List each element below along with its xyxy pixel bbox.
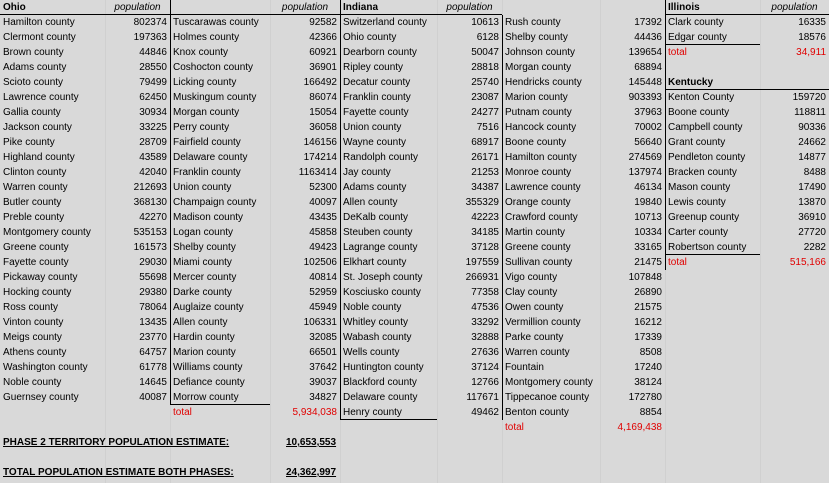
ohio-cell-name-greene-county[interactable]: Greene county: [3, 242, 69, 253]
indiana-cell-2-value-orange-county[interactable]: 19840: [634, 197, 662, 208]
indiana-cell-2-value-martin-county[interactable]: 10334: [634, 227, 662, 238]
indiana-cell-name-st-joseph-county[interactable]: St. Joseph county: [343, 272, 423, 283]
ohio-cell-name-pike-county[interactable]: Pike county: [3, 137, 55, 148]
ohio-cell-2-name-shelby-county[interactable]: Shelby county: [173, 242, 236, 253]
indiana-cell-2-name-hancock-county[interactable]: Hancock county: [505, 122, 577, 133]
indiana-total-label[interactable]: total: [505, 422, 524, 433]
indiana-cell-value-union-county[interactable]: 7516: [476, 122, 499, 133]
indiana-cell-name-ohio-county[interactable]: Ohio county: [343, 32, 397, 43]
ohio-cell-name-fayette-county[interactable]: Fayette county: [3, 257, 69, 268]
indiana-cell-name-ripley-county[interactable]: Ripley county: [343, 62, 404, 73]
illinois-total-border: [665, 44, 760, 45]
indiana-cell-value-decatur-county[interactable]: 25740: [471, 77, 499, 88]
ohio-cell-2-value-williams-county[interactable]: 37642: [309, 362, 337, 373]
kentucky-cell-value-greenup-county[interactable]: 36910: [798, 212, 826, 223]
ohio-cell-2-value-knox-county[interactable]: 60921: [309, 47, 337, 58]
indiana-cell-name-henry-county[interactable]: Henry county: [343, 407, 402, 418]
indiana-cell-name-huntington-county[interactable]: Huntington county: [343, 362, 424, 373]
indiana-cell-2-name-warren-county[interactable]: Warren county: [505, 347, 570, 358]
ohio-cell-2-name-fairfield-county[interactable]: Fairfield county: [173, 137, 241, 148]
ohio-cell-name-highland-county[interactable]: Highland county: [3, 152, 75, 163]
indiana-cell-2-value-lawrence-county[interactable]: 46134: [634, 182, 662, 193]
kentucky-total-label[interactable]: total: [668, 257, 687, 268]
indiana-cell-2-name-parke-county[interactable]: Parke county: [505, 332, 564, 343]
ohio-cell-name-warren-county[interactable]: Warren county: [3, 182, 68, 193]
indiana-cell-name-switzerland-county[interactable]: Switzerland county: [343, 17, 427, 28]
ohio-cell-value-jackson-county[interactable]: 33225: [139, 122, 167, 133]
ohio-cell-2-value-holmes-county[interactable]: 42366: [309, 32, 337, 43]
indiana-cell-2-value-benton-county[interactable]: 8854: [639, 407, 662, 418]
indiana-cell-2-value-rush-county[interactable]: 17392: [634, 17, 662, 28]
ohio-cell-2-name-marion-county[interactable]: Marion county: [173, 347, 236, 358]
ohio-cell-value-ross-county[interactable]: 78064: [139, 302, 167, 313]
ohio-cell-2-name-perry-county[interactable]: Perry county: [173, 122, 230, 133]
ohio-cell-name-adams-county[interactable]: Adams county: [3, 62, 67, 73]
ohio-cell-2-value-shelby-county[interactable]: 49423: [309, 242, 337, 253]
indiana-cell-name-union-county[interactable]: Union county: [343, 122, 402, 133]
ohio-cell-2-name-franklin-county[interactable]: Franklin county: [173, 167, 241, 178]
ohio-cell-value-highland-county[interactable]: 43589: [139, 152, 167, 163]
ohio-cell-2-name-champaign-county[interactable]: Champaign county: [173, 197, 257, 208]
indiana-cell-name-wayne-county[interactable]: Wayne county: [343, 137, 406, 148]
indiana-cell-2-name-vigo-county[interactable]: Vigo county: [505, 272, 558, 283]
ohio-cell-name-clermont-county[interactable]: Clermont county: [3, 32, 76, 43]
indiana-cell-2-name-marion-county[interactable]: Marion county: [505, 92, 568, 103]
illinois-title[interactable]: Illinois: [668, 2, 700, 13]
total-estimate-label[interactable]: TOTAL POPULATION ESTIMATE BOTH PHASES:: [3, 467, 234, 478]
phase2-estimate-label[interactable]: PHASE 2 TERRITORY POPULATION ESTIMATE:: [3, 437, 230, 448]
indiana-cell-2-name-crawford-county[interactable]: Crawford county: [505, 212, 578, 223]
ohio-cell-value-washington-county[interactable]: 61778: [139, 362, 167, 373]
ohio-cell-2-name-allen-county[interactable]: Allen county: [173, 317, 228, 328]
indiana-cell-name-blackford-county[interactable]: Blackford county: [343, 377, 417, 388]
kentucky-cell-name-greenup-county[interactable]: Greenup county: [668, 212, 740, 223]
ohio-cell-2-name-logan-county[interactable]: Logan county: [173, 227, 234, 238]
indiana-column-divider: [502, 15, 503, 420]
indiana-cell-2-value-greene-county[interactable]: 33165: [634, 242, 662, 253]
ohio-cell-2-value-defiance-county[interactable]: 39037: [309, 377, 337, 388]
indiana-cell-value-steuben-county[interactable]: 34185: [471, 227, 499, 238]
indiana-cell-2-name-martin-county[interactable]: Martin county: [505, 227, 566, 238]
indiana-cell-2-name-vermillion-county[interactable]: Vermillion county: [505, 317, 581, 328]
indiana-cell-2-value-montgomery-county[interactable]: 38124: [634, 377, 662, 388]
indiana-cell-name-dearborn-county[interactable]: Dearborn county: [343, 47, 417, 58]
indiana-cell-name-fayette-county[interactable]: Fayette county: [343, 107, 409, 118]
kentucky-cell-value-kenton-county[interactable]: 159720: [792, 92, 826, 103]
indiana-cell-value-st-joseph-county[interactable]: 266931: [465, 272, 499, 283]
ohio-cell-value-hamilton-county[interactable]: 802374: [133, 17, 167, 28]
ohio-total-value[interactable]: 5,934,038: [292, 407, 337, 418]
indiana-cell-value-wells-county[interactable]: 27636: [471, 347, 499, 358]
kentucky-cell-name-kenton-county[interactable]: Kenton County: [668, 92, 735, 103]
indiana-cell-value-ohio-county[interactable]: 6128: [476, 32, 499, 43]
ohio-cell-name-scioto-county[interactable]: Scioto county: [3, 77, 64, 88]
indiana-cell-2-name-lawrence-county[interactable]: Lawrence county: [505, 182, 581, 193]
indiana-cell-value-allen-county[interactable]: 355329: [465, 197, 499, 208]
indiana-cell-name-dekalb-county[interactable]: DeKalb county: [343, 212, 409, 223]
ohio-cell-name-butler-county[interactable]: Butler county: [3, 197, 62, 208]
illinois-total-value[interactable]: 34,911: [796, 47, 826, 58]
indiana-cell-2-name-sullivan-county[interactable]: Sullivan county: [505, 257, 573, 268]
ohio-cell-name-jackson-county[interactable]: Jackson county: [3, 122, 72, 133]
ohio-cell-2-name-miami-county[interactable]: Miami county: [173, 257, 232, 268]
ohio-cell-2-value-hardin-county[interactable]: 32085: [309, 332, 337, 343]
ohio-cell-value-warren-county[interactable]: 212693: [133, 182, 167, 193]
indiana-total-value[interactable]: 4,169,438: [617, 422, 662, 433]
ohio-cell-name-hocking-county[interactable]: Hocking county: [3, 287, 72, 298]
ohio-cell-name-pickaway-county[interactable]: Pickaway county: [3, 272, 78, 283]
ohio-cell-name-montgomery-county[interactable]: Montgomery county: [3, 227, 91, 238]
indiana-cell-value-wayne-county[interactable]: 68917: [471, 137, 499, 148]
ohio-cell-value-noble-county[interactable]: 14645: [139, 377, 167, 388]
indiana-cell-2-value-monroe-county[interactable]: 137974: [628, 167, 662, 178]
illinois-population-header[interactable]: population: [771, 2, 818, 13]
indiana-cell-value-jay-county[interactable]: 21253: [471, 167, 499, 178]
ohio-cell-2-name-knox-county[interactable]: Knox county: [173, 47, 229, 58]
kentucky-cell-name-boone-county[interactable]: Boone county: [668, 107, 730, 118]
indiana-cell-2-value-hamilton-county[interactable]: 274569: [628, 152, 662, 163]
indiana-cell-2-value-johnson-county[interactable]: 139654: [628, 47, 662, 58]
indiana-cell-value-noble-county[interactable]: 47536: [471, 302, 499, 313]
illinois-divider: [665, 0, 666, 270]
indiana-cell-2-name-monroe-county[interactable]: Monroe county: [505, 167, 572, 178]
kentucky-cell-value-mason-county[interactable]: 17490: [798, 182, 826, 193]
indiana-cell-name-elkhart-county[interactable]: Elkhart county: [343, 257, 407, 268]
ohio-cell-value-clermont-county[interactable]: 197363: [133, 32, 167, 43]
ohio-cell-value-meigs-county[interactable]: 23770: [139, 332, 167, 343]
ohio-cell-2-value-champaign-county[interactable]: 40097: [309, 197, 337, 208]
ohio-cell-2-value-perry-county[interactable]: 36058: [309, 122, 337, 133]
phase2-estimate-value[interactable]: 10,653,553: [286, 437, 337, 448]
illinois-cell-value-clark-county[interactable]: 16335: [798, 17, 826, 28]
indiana-cell-value-fayette-county[interactable]: 24277: [471, 107, 499, 118]
kentucky-cell-value-pendleton-county[interactable]: 14877: [798, 152, 826, 163]
ohio-title[interactable]: Ohio: [3, 2, 26, 13]
ohio-cell-name-preble-county[interactable]: Preble county: [3, 212, 65, 223]
indiana-cell-2-name-boone-county[interactable]: Boone county: [505, 137, 567, 148]
ohio-cell-2-name-muskingum-county[interactable]: Muskingum county: [173, 92, 257, 103]
ohio-cell-2-name-holmes-county[interactable]: Holmes county: [173, 32, 240, 43]
header-underline: [0, 14, 502, 15]
ohio-indiana-divider: [340, 0, 341, 420]
ohio-cell-value-brown-county[interactable]: 44846: [139, 47, 167, 58]
ohio-cell-2-value-morgan-county[interactable]: 15054: [309, 107, 337, 118]
kentucky-cell-name-campbell-county[interactable]: Campbell county: [668, 122, 743, 133]
indiana-cell-2-value-fountain[interactable]: 17240: [634, 362, 662, 373]
ohio-cell-2-value-tuscarawas-county[interactable]: 92582: [309, 17, 337, 28]
kentucky-cell-name-bracken-county[interactable]: Bracken county: [668, 167, 737, 178]
kentucky-cell-name-pendleton-county[interactable]: Pendleton county: [668, 152, 746, 163]
kentucky-cell-value-grant-county[interactable]: 24662: [798, 137, 826, 148]
indiana-population-header[interactable]: population: [446, 2, 493, 13]
indiana-cell-value-whitley-county[interactable]: 33292: [471, 317, 499, 328]
kentucky-cell-name-robertson-county[interactable]: Robertson county: [668, 242, 747, 253]
indiana-cell-2-name-morgan-county[interactable]: Morgan county: [505, 62, 572, 73]
ohio-cell-name-lawrence-county[interactable]: Lawrence county: [3, 92, 79, 103]
indiana-cell-2-name-rush-county[interactable]: Rush county: [505, 17, 561, 28]
ohio-cell-2-name-madison-county[interactable]: Madison county: [173, 212, 244, 223]
ohio-cell-2-name-auglaize-county[interactable]: Auglaize county: [173, 302, 244, 313]
ohio-cell-2-value-mercer-county[interactable]: 40814: [309, 272, 337, 283]
ohio-cell-name-clinton-county[interactable]: Clinton county: [3, 167, 67, 178]
indiana-col1-bottom-border: [340, 419, 437, 420]
ohio-cell-value-pickaway-county[interactable]: 55698: [139, 272, 167, 283]
indiana-cell-2-value-crawford-county[interactable]: 10713: [634, 212, 662, 223]
ohio-cell-value-preble-county[interactable]: 42270: [139, 212, 167, 223]
indiana-cell-2-value-sullivan-county[interactable]: 21475: [634, 257, 662, 268]
ohio-cell-2-value-muskingum-county[interactable]: 86074: [309, 92, 337, 103]
indiana-cell-name-wabash-county[interactable]: Wabash county: [343, 332, 412, 343]
ohio-cell-name-washington-county[interactable]: Washington county: [3, 362, 88, 373]
ohio-cell-2-value-union-county[interactable]: 52300: [309, 182, 337, 193]
indiana-cell-name-whitley-county[interactable]: Whitley county: [343, 317, 409, 328]
illinois-total-label[interactable]: total: [668, 47, 687, 58]
indiana-cell-value-henry-county[interactable]: 49462: [471, 407, 499, 418]
kentucky-total-border: [665, 254, 760, 255]
indiana-cell-2-value-clay-county[interactable]: 26890: [634, 287, 662, 298]
indiana-cell-name-franklin-county[interactable]: Franklin county: [343, 92, 411, 103]
ohio-population-header-2[interactable]: population: [281, 2, 329, 13]
indiana-cell-name-adams-county[interactable]: Adams county: [343, 182, 407, 193]
kentucky-cell-name-mason-county[interactable]: Mason county: [668, 182, 731, 193]
ohio-cell-value-hocking-county[interactable]: 29380: [139, 287, 167, 298]
indiana-cell-2-name-hendricks-county[interactable]: Hendricks county: [505, 77, 582, 88]
illinois-cell-value-edgar-county[interactable]: 18576: [798, 32, 826, 43]
indiana-cell-name-wells-county[interactable]: Wells county: [343, 347, 400, 358]
ohio-cell-name-athens-county[interactable]: Athens county: [3, 347, 67, 358]
ohio-cell-value-butler-county[interactable]: 368130: [133, 197, 167, 208]
indiana-cell-value-delaware-county[interactable]: 117671: [466, 392, 499, 403]
ohio-cell-2-name-coshocton-county[interactable]: Coshocton county: [173, 62, 254, 73]
indiana-cell-2-value-hendricks-county[interactable]: 145448: [628, 77, 662, 88]
ohio-cell-2-value-franklin-county[interactable]: 1163414: [298, 167, 337, 178]
ohio-cell-2-name-licking-county[interactable]: Licking county: [173, 77, 237, 88]
ohio-cell-2-name-delaware-county[interactable]: Delaware county: [173, 152, 248, 163]
ohio-cell-value-fayette-county[interactable]: 29030: [139, 257, 167, 268]
indiana-cell-value-kosciusko-county[interactable]: 77358: [471, 287, 499, 298]
indiana-cell-name-jay-county[interactable]: Jay county: [343, 167, 391, 178]
indiana-cell-value-blackford-county[interactable]: 12766: [471, 377, 499, 388]
ohio-cell-2-value-madison-county[interactable]: 43435: [309, 212, 337, 223]
ohio-cell-2-value-miami-county[interactable]: 102506: [303, 257, 337, 268]
illinois-header-underline: [665, 14, 829, 15]
kentucky-cell-value-boone-county[interactable]: 118811: [794, 107, 826, 118]
indiana-cell-2-name-fountain[interactable]: Fountain: [505, 362, 544, 373]
indiana-cell-2-value-marion-county[interactable]: 903393: [628, 92, 662, 103]
ohio-divider: [170, 0, 171, 405]
ohio-cell-name-meigs-county[interactable]: Meigs county: [3, 332, 62, 343]
indiana-cell-value-dekalb-county[interactable]: 42223: [471, 212, 499, 223]
ohio-cell-2-value-allen-county[interactable]: 106331: [303, 317, 337, 328]
kentucky-cell-value-robertson-county[interactable]: 2282: [803, 242, 826, 253]
ohio-cell-2-name-williams-county[interactable]: Williams county: [173, 362, 243, 373]
indiana-cell-2-name-shelby-county[interactable]: Shelby county: [505, 32, 568, 43]
ohio-cell-value-greene-county[interactable]: 161573: [133, 242, 167, 253]
indiana-cell-2-value-parke-county[interactable]: 17339: [634, 332, 662, 343]
indiana-cell-2-name-benton-county[interactable]: Benton county: [505, 407, 569, 418]
kentucky-cell-value-lewis-county[interactable]: 13870: [798, 197, 826, 208]
kentucky-cell-value-bracken-county[interactable]: 8488: [803, 167, 826, 178]
ohio-cell-2-name-morgan-county[interactable]: Morgan county: [173, 107, 240, 118]
kentucky-cell-name-lewis-county[interactable]: Lewis county: [668, 197, 726, 208]
kentucky-cell-value-carter-county[interactable]: 27720: [798, 227, 826, 238]
ohio-cell-value-clinton-county[interactable]: 42040: [139, 167, 167, 178]
ohio-cell-value-adams-county[interactable]: 28550: [139, 62, 167, 73]
indiana-cell-2-value-tippecanoe-county[interactable]: 172780: [628, 392, 662, 403]
ohio-cell-2-value-fairfield-county[interactable]: 146156: [303, 137, 337, 148]
ohio-total-border: [170, 404, 270, 405]
kentucky-header-underline: [665, 89, 829, 90]
indiana-cell-2-value-vigo-county[interactable]: 107848: [628, 272, 662, 283]
ohio-cell-name-noble-county[interactable]: Noble county: [3, 377, 62, 388]
indiana-cell-2-value-putnam-county[interactable]: 37963: [634, 107, 662, 118]
ohio-cell-value-gallia-county[interactable]: 30934: [139, 107, 167, 118]
indiana-cell-2-value-morgan-county[interactable]: 68894: [634, 62, 662, 73]
ohio-cell-2-value-licking-county[interactable]: 166492: [303, 77, 337, 88]
ohio-cell-2-name-defiance-county[interactable]: Defiance county: [173, 377, 245, 388]
indiana-cell-2-value-warren-county[interactable]: 8508: [639, 347, 662, 358]
ohio-cell-2-name-mercer-county[interactable]: Mercer county: [173, 272, 237, 283]
indiana-cell-2-value-hancock-county[interactable]: 70002: [634, 122, 662, 133]
indiana-cell-value-wabash-county[interactable]: 32888: [471, 332, 499, 343]
ohio-cell-value-lawrence-county[interactable]: 62450: [139, 92, 167, 103]
indiana-cell-2-value-vermillion-county[interactable]: 16212: [634, 317, 662, 328]
indiana-cell-2-name-orange-county[interactable]: Orange county: [505, 197, 571, 208]
ohio-cell-value-vinton-county[interactable]: 13435: [139, 317, 167, 328]
indiana-cell-name-kosciusko-county[interactable]: Kosciusko county: [343, 287, 421, 298]
ohio-cell-2-name-hardin-county[interactable]: Hardin county: [173, 332, 235, 343]
indiana-cell-value-dearborn-county[interactable]: 50047: [471, 47, 499, 58]
indiana-title[interactable]: Indiana: [343, 2, 379, 13]
kentucky-title[interactable]: Kentucky: [668, 77, 714, 88]
indiana-cell-value-adams-county[interactable]: 34387: [471, 182, 499, 193]
indiana-cell-name-lagrange-county[interactable]: Lagrange county: [343, 242, 418, 253]
indiana-cell-value-randolph-county[interactable]: 26171: [471, 152, 499, 163]
illinois-cell-name-edgar-county[interactable]: Edgar county: [668, 32, 727, 43]
indiana-cell-2-value-owen-county[interactable]: 21575: [634, 302, 662, 313]
indiana-cell-2-name-johnson-county[interactable]: Johnson county: [505, 47, 576, 58]
ohio-cell-name-vinton-county[interactable]: Vinton county: [3, 317, 64, 328]
indiana-cell-2-value-shelby-county[interactable]: 44436: [634, 32, 662, 43]
indiana-cell-value-switzerland-county[interactable]: 10613: [471, 17, 499, 28]
indiana-cell-2-value-boone-county[interactable]: 56640: [634, 137, 662, 148]
ohio-cell-value-pike-county[interactable]: 28709: [139, 137, 167, 148]
indiana-cell-2-name-owen-county[interactable]: Owen county: [505, 302, 564, 313]
kentucky-cell-value-campbell-county[interactable]: 90336: [798, 122, 826, 133]
ohio-population-header[interactable]: population: [114, 2, 161, 13]
indiana-cell-2-name-hamilton-county[interactable]: Hamilton county: [505, 152, 577, 163]
total-estimate-value[interactable]: 24,362,997: [286, 467, 337, 478]
ohio-cell-name-brown-county[interactable]: Brown county: [3, 47, 64, 58]
indiana-cell-name-decatur-county[interactable]: Decatur county: [343, 77, 411, 88]
ohio-cell-2-value-logan-county[interactable]: 45858: [309, 227, 337, 238]
ohio-cell-2-value-auglaize-county[interactable]: 45949: [309, 302, 337, 313]
indiana-cell-value-ripley-county[interactable]: 28818: [471, 62, 499, 73]
indiana-cell-name-randolph-county[interactable]: Randolph county: [343, 152, 419, 163]
ohio-cell-2-value-delaware-county[interactable]: 174214: [303, 152, 337, 163]
ohio-cell-value-scioto-county[interactable]: 79499: [139, 77, 167, 88]
ohio-cell-2-value-marion-county[interactable]: 66501: [309, 347, 337, 358]
illinois-cell-name-clark-county[interactable]: Clark county: [668, 17, 724, 28]
indiana-cell-2-name-clay-county[interactable]: Clay county: [505, 287, 558, 298]
kentucky-cell-name-grant-county[interactable]: Grant county: [668, 137, 726, 148]
ohio-cell-2-name-darke-county[interactable]: Darke county: [173, 287, 232, 298]
kentucky-cell-name-carter-county[interactable]: Carter county: [668, 227, 729, 238]
ohio-cell-2-name-union-county[interactable]: Union county: [173, 182, 232, 193]
indiana-cell-2-name-montgomery-county[interactable]: Montgomery county: [505, 377, 593, 388]
indiana-cell-2-name-greene-county[interactable]: Greene county: [505, 242, 571, 253]
indiana-cell-2-name-putnam-county[interactable]: Putnam county: [505, 107, 572, 118]
ohio-total-label[interactable]: total: [173, 407, 192, 418]
ohio-cell-2-value-darke-county[interactable]: 52959: [309, 287, 337, 298]
ohio-cell-2-value-morrow-county[interactable]: 34827: [309, 392, 337, 403]
ohio-cell-value-athens-county[interactable]: 64757: [139, 347, 167, 358]
indiana-cell-2-name-tippecanoe-county[interactable]: Tippecanoe county: [505, 392, 590, 403]
indiana-cell-name-delaware-county[interactable]: Delaware county: [343, 392, 418, 403]
ohio-cell-2-name-tuscarawas-county[interactable]: Tuscarawas county: [173, 17, 259, 28]
indiana-cell-name-steuben-county[interactable]: Steuben county: [343, 227, 413, 238]
indiana-cell-name-allen-county[interactable]: Allen county: [343, 197, 398, 208]
indiana-cell-value-franklin-county[interactable]: 23087: [471, 92, 499, 103]
indiana-cell-value-huntington-county[interactable]: 37124: [471, 362, 499, 373]
indiana-cell-value-elkhart-county[interactable]: 197559: [465, 257, 499, 268]
ohio-cell-2-value-coshocton-county[interactable]: 36901: [309, 62, 337, 73]
ohio-cell-name-guernsey-county[interactable]: Guernsey county: [3, 392, 79, 403]
ohio-cell-name-ross-county[interactable]: Ross county: [3, 302, 59, 313]
ohio-cell-value-guernsey-county[interactable]: 40087: [139, 392, 167, 403]
kentucky-total-value[interactable]: 515,166: [789, 257, 826, 268]
indiana-cell-name-noble-county[interactable]: Noble county: [343, 302, 402, 313]
ohio-cell-2-name-morrow-county[interactable]: Morrow county: [173, 392, 239, 403]
ohio-cell-value-montgomery-county[interactable]: 535153: [133, 227, 167, 238]
ohio-cell-name-hamilton-county[interactable]: Hamilton county: [3, 17, 75, 28]
ohio-cell-name-gallia-county[interactable]: Gallia county: [3, 107, 61, 118]
indiana-cell-value-lagrange-county[interactable]: 37128: [471, 242, 499, 253]
